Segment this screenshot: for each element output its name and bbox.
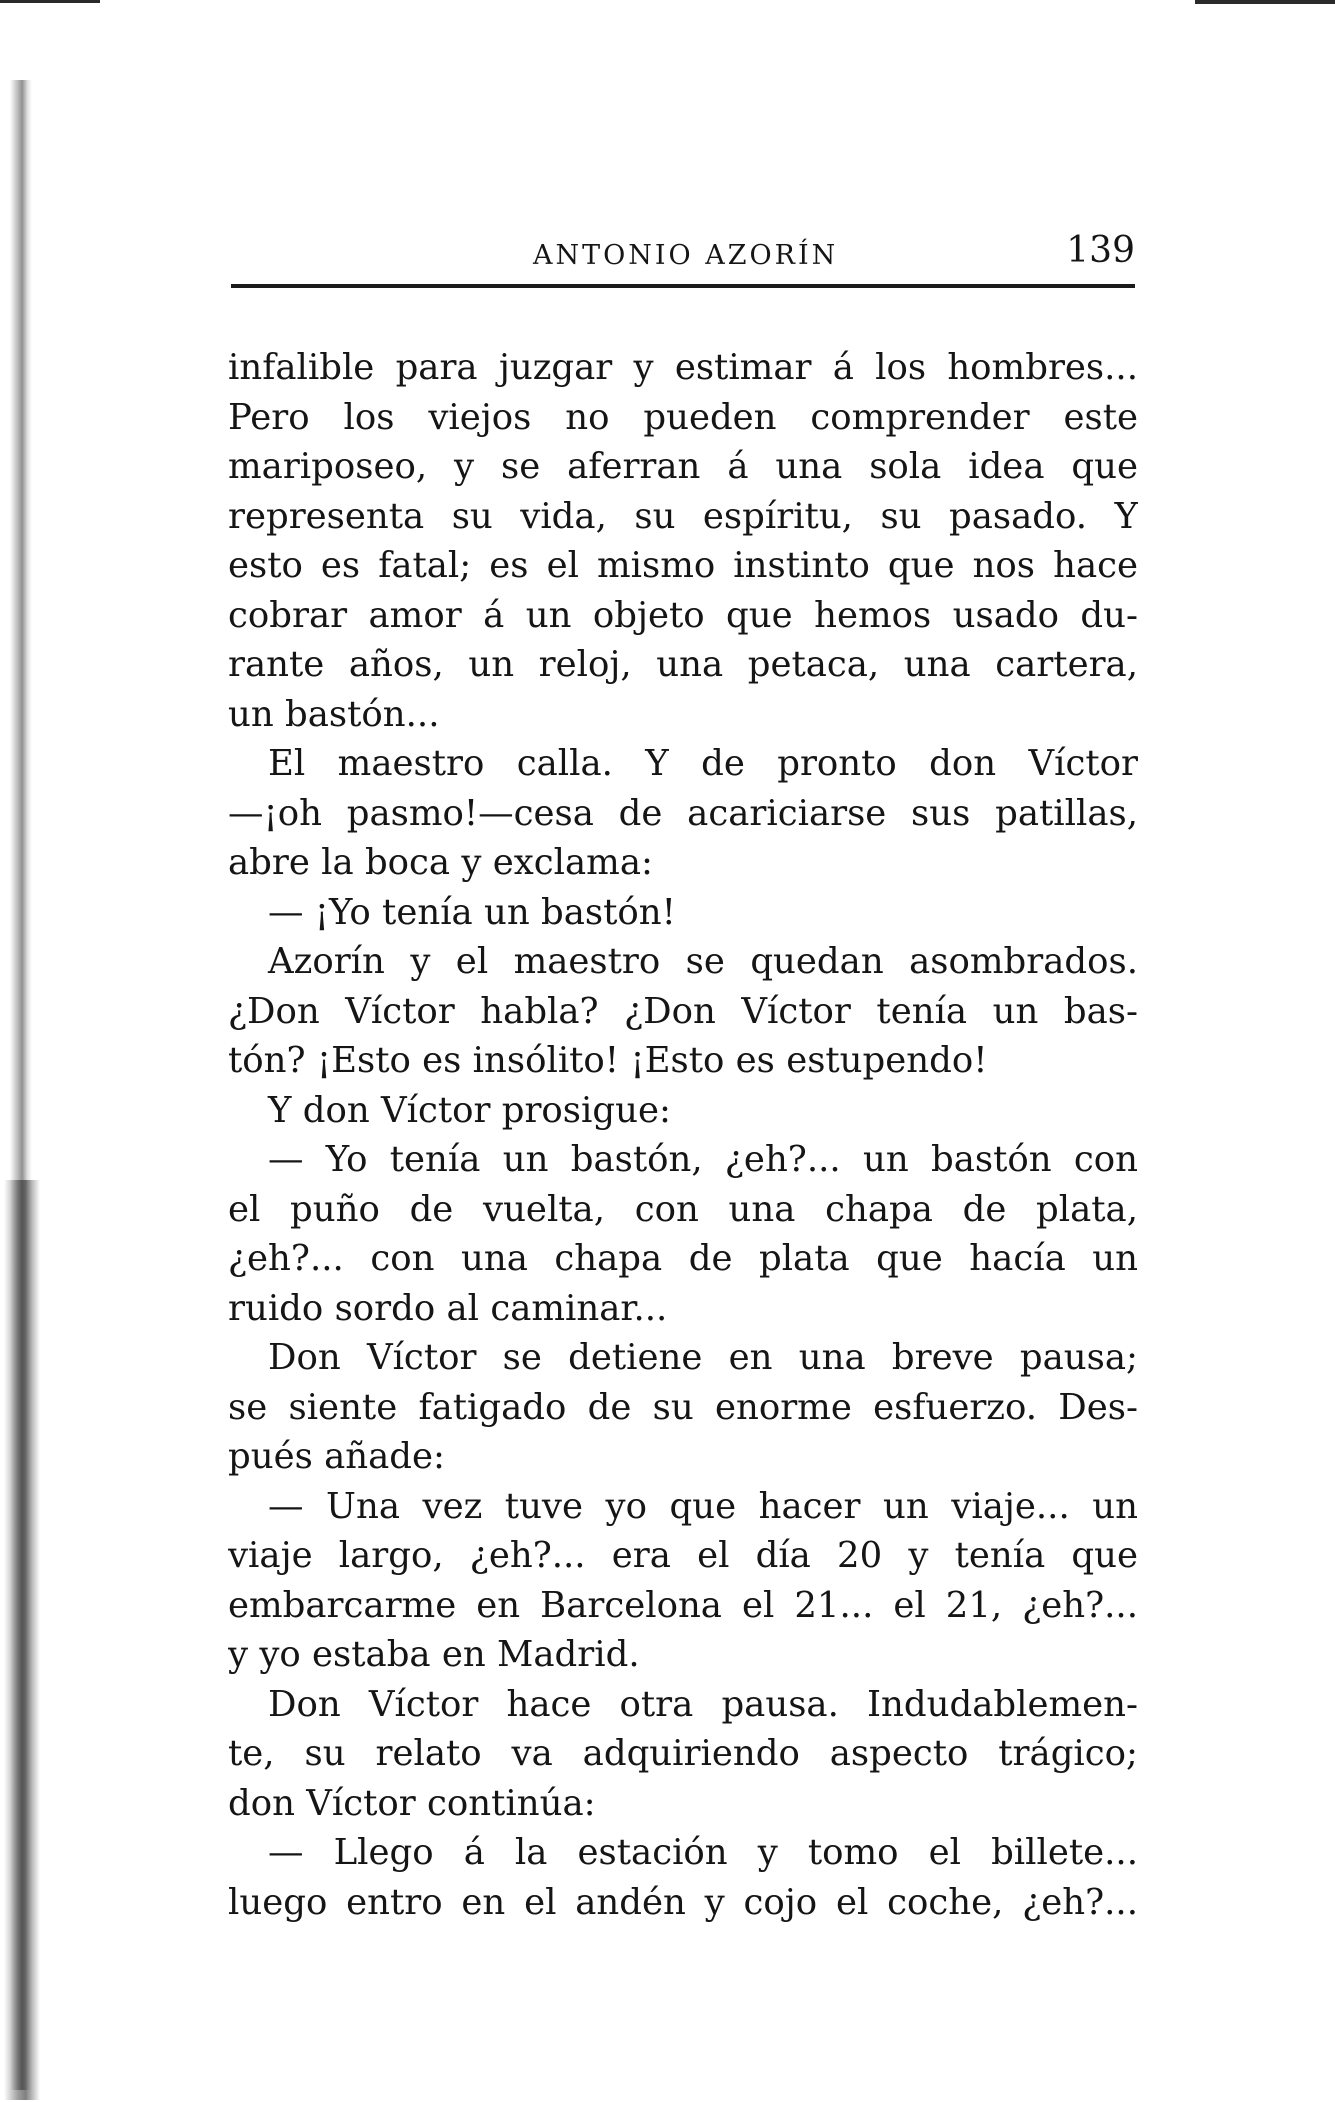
text-line: ¿eh?... con una chapa de plata que hacía un: [228, 1238, 1138, 1279]
text-line: tón? ¡Esto es insólito! ¡Esto es estupendo!: [228, 1040, 988, 1081]
text-line: un bastón...: [228, 693, 440, 735]
text-line: ¿Don Víctor habla? ¿Don Víctor tenía un bas-: [228, 990, 1138, 1032]
text-line: Don Víctor hace otra pausa. Indudablemen-: [268, 1683, 1138, 1725]
text-line: Y don Víctor prosigue:: [268, 1089, 671, 1131]
text-line: embarcarme en Barcelona el 21... el 21, ¿eh?...: [228, 1584, 1138, 1626]
text-line: ruido sordo al caminar...: [228, 1287, 668, 1329]
text-line: representa su vida, su espíritu, su pasado. Y: [228, 495, 1138, 537]
text-line: rante años, un reloj, una petaca, una cartera,: [228, 644, 1138, 685]
text-line: Pero los viejos no pueden comprender este: [228, 396, 1138, 438]
text-line: se siente fatigado de su enorme esfuerzo. Des-: [228, 1386, 1138, 1428]
text-line: cobrar amor á un objeto que hemos usado du-: [228, 594, 1138, 636]
text-line: y yo estaba en Madrid.: [228, 1634, 640, 1675]
text-line: — Yo tenía un bastón, ¿eh?... un bastón con: [268, 1139, 1138, 1180]
running-head: [231, 228, 1135, 278]
text-line: el puño de vuelta, con una chapa de plata,: [228, 1188, 1138, 1230]
body-text: [228, 343, 1138, 1927]
text-line: Don Víctor se detiene en una breve pausa;: [268, 1337, 1138, 1378]
binding-edge: [4, 1180, 40, 2100]
text-line: viaje largo, ¿eh?... era el día 20 y tenía que: [228, 1535, 1138, 1576]
text-line: mariposeo, y se aferran á una sola idea que: [228, 446, 1138, 487]
running-title: ANTONIO AZORÍN: [533, 240, 839, 271]
text-line: El maestro calla. Y de pronto don Víctor: [268, 743, 1138, 784]
text-line: — ¡Yo tenía un bastón!: [268, 891, 676, 933]
header-rule: [231, 284, 1135, 288]
text-line: Azorín y el maestro se quedan asombrados.: [268, 941, 1138, 982]
scan-edge-mark: [0, 0, 100, 3]
text-line: te, su relato va adquiriendo aspecto trágico;: [228, 1733, 1138, 1774]
page-number: 139: [1066, 230, 1135, 271]
text-line: pués añade:: [228, 1436, 445, 1477]
text-line: infalible para juzgar y estimar á los hombres...: [228, 347, 1138, 388]
text-line: esto es fatal; es el mismo instinto que nos hace: [228, 545, 1138, 586]
text-line: abre la boca y exclama:: [228, 842, 653, 883]
text-line: luego entro en el andén y cojo el coche, ¿eh?...: [228, 1881, 1138, 1923]
text-line: don Víctor continúa:: [228, 1782, 596, 1824]
text-line: — Una vez tuve yo que hacer un viaje... un: [268, 1485, 1138, 1527]
scan-edge-mark: [1195, 0, 1335, 4]
text-line: —¡oh pasmo!—cesa de acariciarse sus patillas,: [228, 792, 1138, 834]
text-line: — Llego á la estación y tomo el billete...: [268, 1832, 1138, 1873]
